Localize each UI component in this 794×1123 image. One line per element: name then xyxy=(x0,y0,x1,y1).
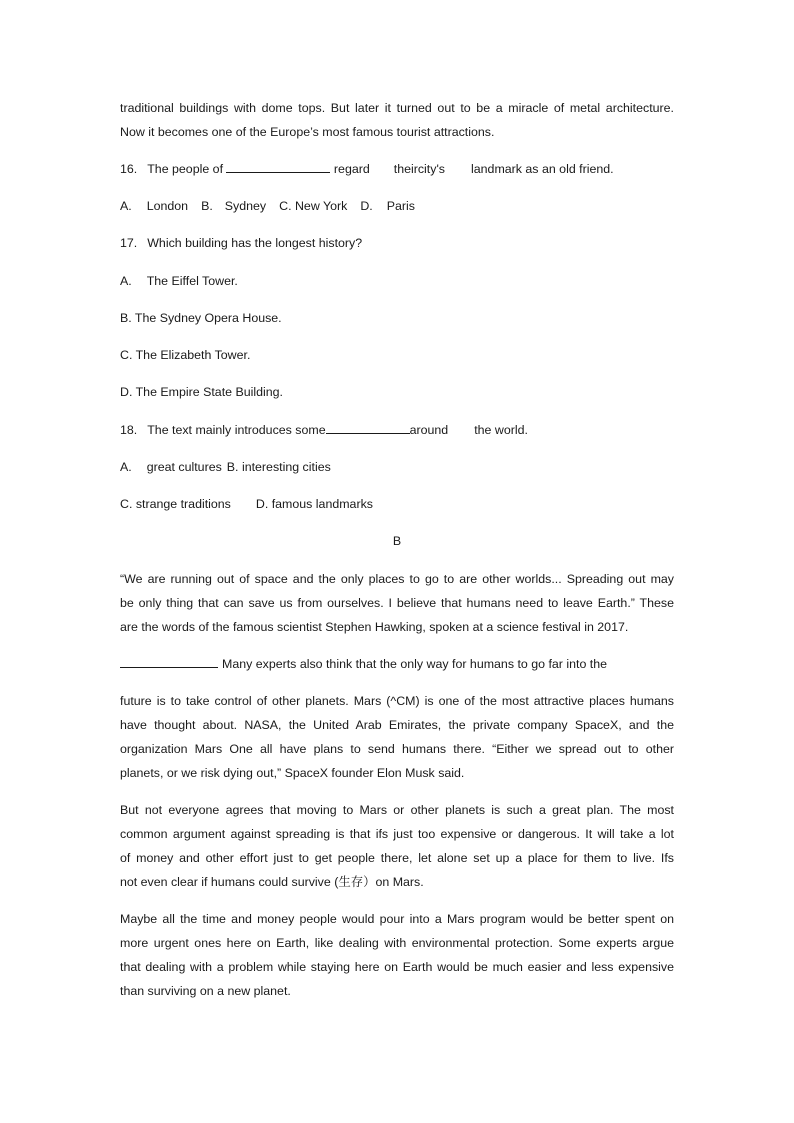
section-b-p2-line-3: have thought about. NASA, the United Arab Emirates, the private company SpaceX, and the xyxy=(120,718,674,732)
q16-stem-w2: theircity's xyxy=(393,162,446,176)
q16-option-c: C. New York xyxy=(279,199,348,213)
q17-number: 17. xyxy=(120,236,138,250)
q18-answer-blank[interactable] xyxy=(326,419,410,434)
section-b-p2-line-5: planets, or we risk dying out,” SpaceX founder Elon Musk said. xyxy=(120,766,465,780)
section-b-p4-line-3: that dealing with a problem while staying here on Earth would be much easier and less expensive xyxy=(120,960,674,974)
q18-option-a: great cultures xyxy=(146,460,222,474)
section-b-p2-line-1-text: Many experts also think that the only way for humans to go far into the xyxy=(222,657,608,671)
section-b-p3-line-3: of money and other effort just to get people there, let alone set up a place for them to live. Ifs xyxy=(120,851,674,865)
q18-options-ab xyxy=(120,455,331,479)
section-b-p4-line-4: than surviving on a new planet. xyxy=(120,984,291,998)
q18-option-d: D. famous landmarks xyxy=(255,497,373,511)
q16-option-a: London xyxy=(146,199,189,213)
section-b-p2-line-2: future is to take control of other planets. Mars (^CM) is one of the most attractive places humans xyxy=(120,694,674,708)
q17-option-a: The Eiffel Tower. xyxy=(146,274,238,288)
section-b-p4-line-2: more urgent ones here on Earth, like dealing with environmental protection. Some experts argue xyxy=(120,936,674,950)
q17-option-c: C. The Elizabeth Tower. xyxy=(120,348,251,362)
q18-option-b: B. interesting cities xyxy=(226,460,331,474)
q18-stem-after-1: around xyxy=(409,423,449,437)
q18-option-a-letter: A. xyxy=(120,460,132,474)
q16-option-d-letter: D. xyxy=(360,199,373,213)
q18-stem-before: The text mainly introduces some xyxy=(147,423,326,437)
q18-number: 18. xyxy=(120,423,138,437)
q17-option-d: D. The Empire State Building. xyxy=(120,385,283,399)
q16-stem-w1: regard xyxy=(333,162,370,176)
q16-stem-before: The people of xyxy=(147,162,224,176)
question-17 xyxy=(120,231,362,255)
section-b-p1-line-2: be only thing that can save us from ourselves. I believe that humans need to leave Earth.” These xyxy=(120,596,674,610)
q17-option-a-letter: A. xyxy=(120,274,132,288)
q17-stem: Which building has the longest history? xyxy=(147,236,363,250)
q16-stem-w3: landmark as an old friend. xyxy=(471,162,614,176)
section-b-p2-line-1 xyxy=(120,652,607,676)
q16-option-d: Paris xyxy=(386,199,415,213)
section-b-heading: B xyxy=(392,534,402,548)
q18-stem-after-2: the world. xyxy=(474,423,528,437)
q16-options xyxy=(120,194,415,218)
q16-option-b: Sydney xyxy=(224,199,267,213)
q18-options-cd xyxy=(120,492,373,516)
q16-number: 16. xyxy=(120,162,138,176)
q16-option-a-letter: A. xyxy=(120,199,132,213)
q16-option-b-letter: B. xyxy=(201,199,213,213)
section-b-p1-line-3: are the words of the famous scientist Stephen Hawking, spoken at a science festival in 2017. xyxy=(120,620,629,634)
q16-answer-blank[interactable] xyxy=(226,158,330,173)
passage-a-line-1: traditional buildings with dome tops. But later it turned out to be a miracle of metal architecture. xyxy=(120,101,674,115)
section-b-p2-line-4: organization Mars One all have plans to send humans there. “Either we spread out to other xyxy=(120,742,674,756)
p2-answer-blank[interactable] xyxy=(120,653,218,668)
question-16 xyxy=(120,157,614,181)
section-b-p1-line-1: “We are running out of space and the only places to go to are other worlds... Spreading out may xyxy=(120,572,674,586)
section-b-p4-line-1: Maybe all the time and money people would pour into a Mars program would be better spent on xyxy=(120,912,674,926)
q18-option-c: C. strange traditions xyxy=(120,497,231,511)
section-b-p3-line-1: But not everyone agrees that moving to Mars or other planets is such a great plan. The most xyxy=(120,803,674,817)
question-18 xyxy=(120,418,528,442)
passage-a-line-2: Now it becomes one of the Europe’s most famous tourist attractions. xyxy=(120,125,495,139)
section-b-p3-line-4: not even clear if humans could survive (生存）on Mars. xyxy=(120,875,424,889)
q17-option-b: B. The Sydney Opera House. xyxy=(120,311,282,325)
q17-option-a-line xyxy=(120,269,238,293)
section-b-p3-line-2: common argument against spreading is that ifs just too expensive or dangerous. It will take a lot xyxy=(120,827,674,841)
